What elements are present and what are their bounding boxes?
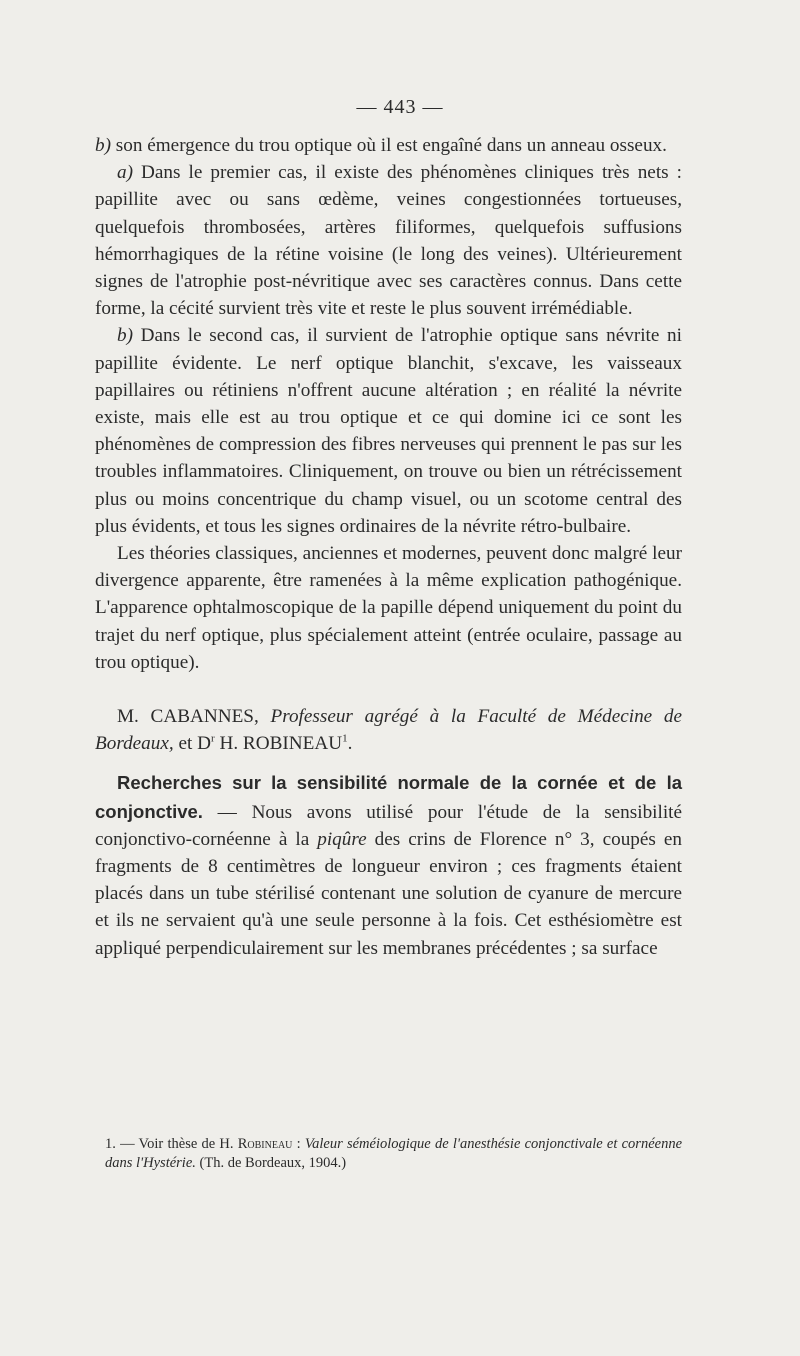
item-label: b)	[95, 135, 111, 156]
item-label: b)	[117, 325, 133, 347]
article-paragraph	[95, 769, 682, 961]
page-number: — 443 —	[356, 96, 444, 118]
paragraph-text: Dans le premier cas, il existe des phénomènes cliniques très nets : papillite avec ou sans œdème, veines congestionnées tortueuses, quelquefois thrombosées, artères filiformes, quelquefois suffusions hémorrhagiques de la rétine voisine (le long des veines). Ultérieurement signes de l'atrophie post-névritique avec ses caractères connus. Dans cette forme, la cécité survient très vite et reste le plus souvent irrémédiable.	[95, 162, 682, 320]
author-name: H. ROBINEAU	[214, 733, 343, 755]
paragraph: Les théories classiques, anciennes et modernes, peuvent donc malgré leur divergence apparente, être ramenées à la même explication pathogénique. L'apparence ophtalmoscopique de la papille dépend uniquement du point du trajet du nerf optique, plus spécialement atteint (entrée oculaire, passage au trou optique).	[95, 543, 682, 673]
article-title: Recherches sur la sensibilité normale de la cornée et de la conjonctive.	[95, 772, 682, 822]
paragraph-text: son émergence du trou optique où il est engaîné dans un anneau osseux.	[110, 135, 667, 156]
footnote-reference-text: (Th. de Bordeaux, 1904.)	[195, 1155, 347, 1171]
paragraph	[95, 159, 682, 322]
footnote-reference: 1	[342, 732, 348, 745]
authors-line	[95, 703, 682, 757]
paragraph	[95, 322, 682, 540]
footnote-title: Valeur séméiologique de l'anesthésie conjonctivale et cornéenne dans l'Hystérie.	[105, 1136, 683, 1171]
body-text	[95, 132, 682, 962]
article-text: — Nous avons utilisé pour l'étude de la sensibilité conjonctivo-cornéenne à la	[95, 801, 682, 850]
author-conjunction: et D	[173, 733, 211, 755]
title-superscript: r	[211, 732, 215, 745]
footnote	[105, 1135, 682, 1173]
footnote-text: 1. — Voir thèse de H.	[105, 1136, 238, 1152]
emphasis: piqûre	[317, 828, 367, 850]
author-name: M. CABANNES,	[117, 706, 271, 728]
article-text: des crins de Florence n° 3, coupés en fragments de 8 centimètres de longueur environ ; ces fragments étaient placés dans un tube stérilisé contenant une solution de cyanure de mercure et ils ne servaient qu'à une seule personne à la fois. Cet esthésiomètre est appliqué perpendiculairement sur les membranes précédentes ; sa surface	[95, 828, 682, 959]
footnote-text: :	[292, 1136, 305, 1152]
paragraph-text: Dans le second cas, il survient de l'atrophie optique sans névrite ni papillite évidente. Le nerf optique blanchit, s'excave, les vaisseaux papillaires ou rétiniens n'offrent aucune altération ; en réalité la névrite existe, mais elle est au trou optique et ce qui domine ici ce sont les phénomènes de compression des fibres nerveuses qui prennent le pas sur les troubles inflammatoires. Cliniquement, on trouve ou bien un rétrécissement plus ou moins concentrique du champ visuel, ou un scotome central des plus évidents, et tous les signes ordinaires de la névrite rétro-bulbaire.	[95, 325, 682, 537]
punctuation: .	[347, 733, 353, 755]
author-affiliation: Professeur agrégé à la Faculté de Médecine de Bordeaux,	[95, 706, 682, 755]
footnote-author: Robineau	[237, 1136, 293, 1152]
paragraph	[95, 132, 682, 159]
item-label: a)	[117, 162, 133, 184]
